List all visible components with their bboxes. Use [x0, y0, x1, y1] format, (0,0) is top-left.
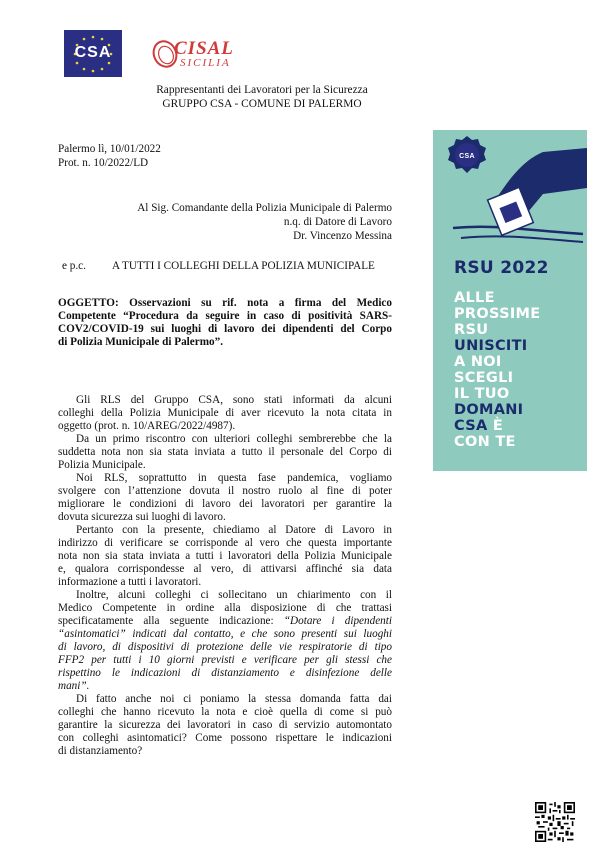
body-line: e, qualora corrispondesse al vero, di attivarsi affinché sia data [58, 563, 392, 575]
quote-line: mani”. [58, 680, 90, 692]
qr-code-icon [535, 802, 575, 842]
paragraph-2 [58, 433, 392, 472]
paragraph-6 [58, 693, 392, 758]
body-line: colleghi della Polizia Municipale di aver ricevuto la nota citata in [58, 407, 392, 419]
body-line: nota non sia stata inviata a tutti i lavoratori della Polizia Municipale [58, 550, 392, 562]
body-line: Di fatto anche noi ci poniamo la stessa domanda fatta dai [76, 693, 392, 705]
date: Palermo lì, 10/01/2022 [58, 143, 161, 155]
body-line: Da un primo riscontro con ulteriori colleghi sembrerebbe che la [76, 433, 392, 445]
body-line: con colleghi asintomatici? Come possono rispettare le indicazioni [58, 732, 392, 744]
quote-line: FFP2 per tutti i 10 giorni previsti e verificare per gli stessi che [58, 654, 392, 666]
body-line: Pertanto con la presente, chiediamo al Datore di Lavoro in [76, 524, 392, 536]
body-line: di distanziamento? [58, 745, 143, 757]
body-line: Inoltre, alcuni colleghi ci sollecitano un chiarimento con il [76, 589, 392, 601]
cc-text: A TUTTI I COLLEGHI DELLA POLIZIA MUNICIPALE [112, 260, 375, 272]
csa-logo [64, 30, 122, 77]
poster-line-mixed [454, 418, 503, 434]
body-line: oggetto (prot. n. 10/AREG/2022/4987). [58, 420, 236, 432]
poster-line: SCEGLI [454, 370, 514, 386]
poster-line: IL TUO [454, 386, 510, 402]
body-line: Polizia Municipale. [58, 459, 146, 471]
csa-logo-text: CSA [74, 44, 112, 61]
paragraph-1 [58, 394, 392, 433]
poster-line-dark: DOMANI [454, 402, 524, 418]
body-line: migliorare le condizioni di lavoro dei lavoratori per garantire la [58, 498, 392, 510]
body-text: specificatamente alla seguente indicazione: [58, 615, 284, 627]
body-line: suddetta nota non sia stata inviata a tutto il personale del Corpo di [58, 446, 392, 458]
body-line-mixed [58, 615, 392, 628]
body-line: colleghi che hanno ricevuto la nota e cioè quella di come si può [58, 706, 392, 718]
body-line: indirizzo di verificare se corrisponde al vero che questa importante [58, 537, 392, 549]
poster-line: A NOI [454, 354, 502, 370]
paragraph-4 [58, 524, 392, 589]
quote-line: rispettino le indicazioni di distanziamento e disinfezione delle [58, 667, 392, 679]
poster-line: PROSSIME [454, 306, 541, 322]
subject [58, 297, 392, 349]
body-line: dovuta sicurezza sui luoghi di lavoro. [58, 511, 226, 523]
subject-line: OGGETTO: Osservazioni su rif. nota a firma del Medico [58, 297, 392, 309]
header-line-2: GRUPPO CSA - COMUNE DI PALERMO [162, 98, 362, 110]
recipient-line-3: Dr. Vincenzo Messina [293, 230, 392, 242]
subject-line: COV2/COVID-19 sui luoghi di lavoro dei dipendenti del Corpo [58, 323, 392, 335]
cc-label: e p.c. [62, 260, 86, 272]
poster-line: ALLE [454, 290, 495, 306]
body-line: Medico Competente in ordine alla disposizione di che trattasi [58, 602, 392, 614]
recipient-line-2: n.q. di Datore di Lavoro [283, 216, 392, 228]
cisal-logo [150, 38, 250, 72]
cisal-logo-main: CISAL [174, 38, 234, 59]
poster-e: È [487, 418, 504, 434]
recipient-line-1: Al Sig. Comandante della Polizia Municipale di Palermo [137, 202, 392, 214]
body-line: Noi RLS, soprattutto in questa fase pandemica, vogliamo [76, 472, 392, 484]
header-line-1: Rappresentanti dei Lavoratori per la Sicurezza [156, 84, 368, 96]
cisal-logo-sub: SICILIA [180, 57, 231, 69]
poster-line: RSU [454, 322, 489, 338]
body-line: garantire la sicurezza dei lavoratori in caso di servizio automontato [58, 719, 392, 731]
quote-line: “asintomatici” indicati dal contatto, e che sono presenti sui luoghi [58, 628, 392, 640]
quote-text: “Dotare i dipendenti [283, 615, 392, 627]
poster-csa: CSA [454, 418, 488, 434]
quote-line: di lavoro, di dispositivi di protezione delle vie respiratorie di tipo [58, 641, 392, 653]
body-line: Gli RLS del Gruppo CSA, sono stati informati da alcuni [76, 394, 392, 406]
paragraph-5 [58, 589, 392, 693]
subject-line: di Polizia Municipale di Palermo”. [58, 336, 224, 348]
rsu-poster [433, 130, 587, 471]
body-line: svolgere con l’attenzione dovuta il nostro ruolo al fine di poter [58, 485, 392, 497]
poster-title: RSU 2022 [454, 258, 549, 278]
body-line: informazione a tutti i lavoratori. [58, 576, 202, 588]
poster-badge-text: CSA [459, 153, 475, 160]
poster-line-dark: UNISCITI [454, 338, 528, 354]
poster-line: CON TE [454, 434, 516, 450]
protocol-number: Prot. n. 10/2022/LD [58, 157, 149, 169]
paragraph-3 [58, 472, 392, 524]
body [58, 394, 392, 758]
subject-line: Competente “Procedura da seguire in caso di positività SARS- [58, 310, 392, 322]
